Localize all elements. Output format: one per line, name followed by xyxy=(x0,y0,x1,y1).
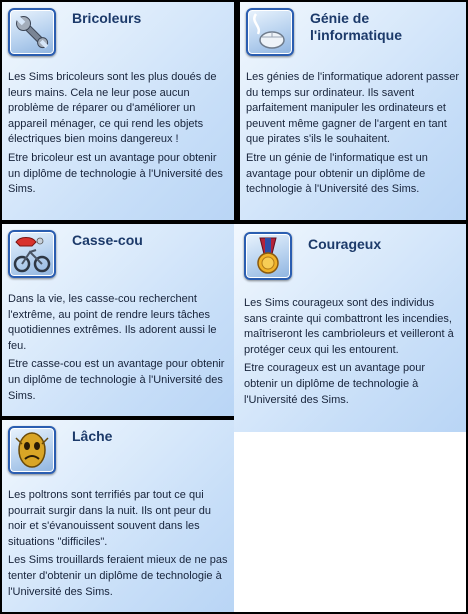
trait-panel-lache xyxy=(2,420,234,612)
trait-advantage-text: Etre bricoleur est un avantage pour obtenir un diplôme de technologie à l'Université des Sims. xyxy=(8,151,223,196)
trait-panel-bricoleurs xyxy=(2,2,234,220)
trait-grid xyxy=(2,2,466,612)
trait-description xyxy=(8,70,228,201)
daredevil-icon xyxy=(8,230,56,278)
trait-description-text: Les génies de l'informatique adorent passer du temps sur ordinateur. Ils savent parfaitement manipuler les ordinateurs et peuvent même gagner de l'argent en tant que pirates s'ils le souhaitent. xyxy=(246,71,460,146)
trait-description-text: Dans la vie, les casse-cou recherchent l'extrême, au point de rendre leurs tâches quotidiennes extrêmes. Ils adorent aussi le feu. xyxy=(8,293,217,352)
trait-panel-casse-cou xyxy=(2,224,234,416)
trait-title: Courageux xyxy=(308,236,382,252)
trait-title: Lâche xyxy=(72,428,113,444)
computer-mouse-icon xyxy=(246,8,294,56)
trait-advantage-text: Les Sims trouillards feraient mieux de ne pas tenter d'obtenir un diplôme de technologie à l'Université des Sims. xyxy=(8,554,228,598)
trait-description xyxy=(8,292,228,407)
wrench-icon xyxy=(8,8,56,56)
trait-advantage-text: Etre casse-cou est un avantage pour obtenir un diplôme de technologie à l'Université des Sims. xyxy=(8,358,225,402)
trait-advantage-text: Etre un génie de l'informatique est un avantage pour obtenir un diplôme de technologie à l'Université des Sims. xyxy=(246,151,428,196)
trait-title: Casse-cou xyxy=(72,232,143,248)
medal-icon xyxy=(244,232,292,280)
trait-advantage-text: Etre courageux est un avantage pour obtenir un diplôme de technologie à l'Université des Sims. xyxy=(244,362,426,406)
scared-face-icon xyxy=(8,426,56,474)
trait-title: Génie de l'informatique xyxy=(310,10,402,43)
empty-area xyxy=(234,432,466,612)
trait-description-text: Les Sims bricoleurs sont les plus doués de leurs mains. Cela ne leur pose aucun problème de réparer ou d'améliorer un appareil ménager, ce qui rend les objets électriques bien moins dangereux ! xyxy=(8,71,217,146)
trait-description xyxy=(246,70,460,201)
trait-description xyxy=(244,296,460,411)
trait-panel-genie-informatique xyxy=(240,2,466,220)
trait-description-text: Les poltrons sont terrifiés par tout ce qui pourrait surgir dans la nuit. Ils ont peur du noir et s'évanouissent souvent dans les situations "difficiles". xyxy=(8,489,212,548)
trait-description xyxy=(8,488,228,603)
trait-panel-courageux xyxy=(234,224,466,432)
trait-title: Bricoleurs xyxy=(72,10,142,26)
trait-description-text: Les Sims courageux sont des individus sans crainte qui combattront les incendies, maîtriseront les cambrioleurs et veilleront à protéger ceux qui les entourent. xyxy=(244,297,454,356)
